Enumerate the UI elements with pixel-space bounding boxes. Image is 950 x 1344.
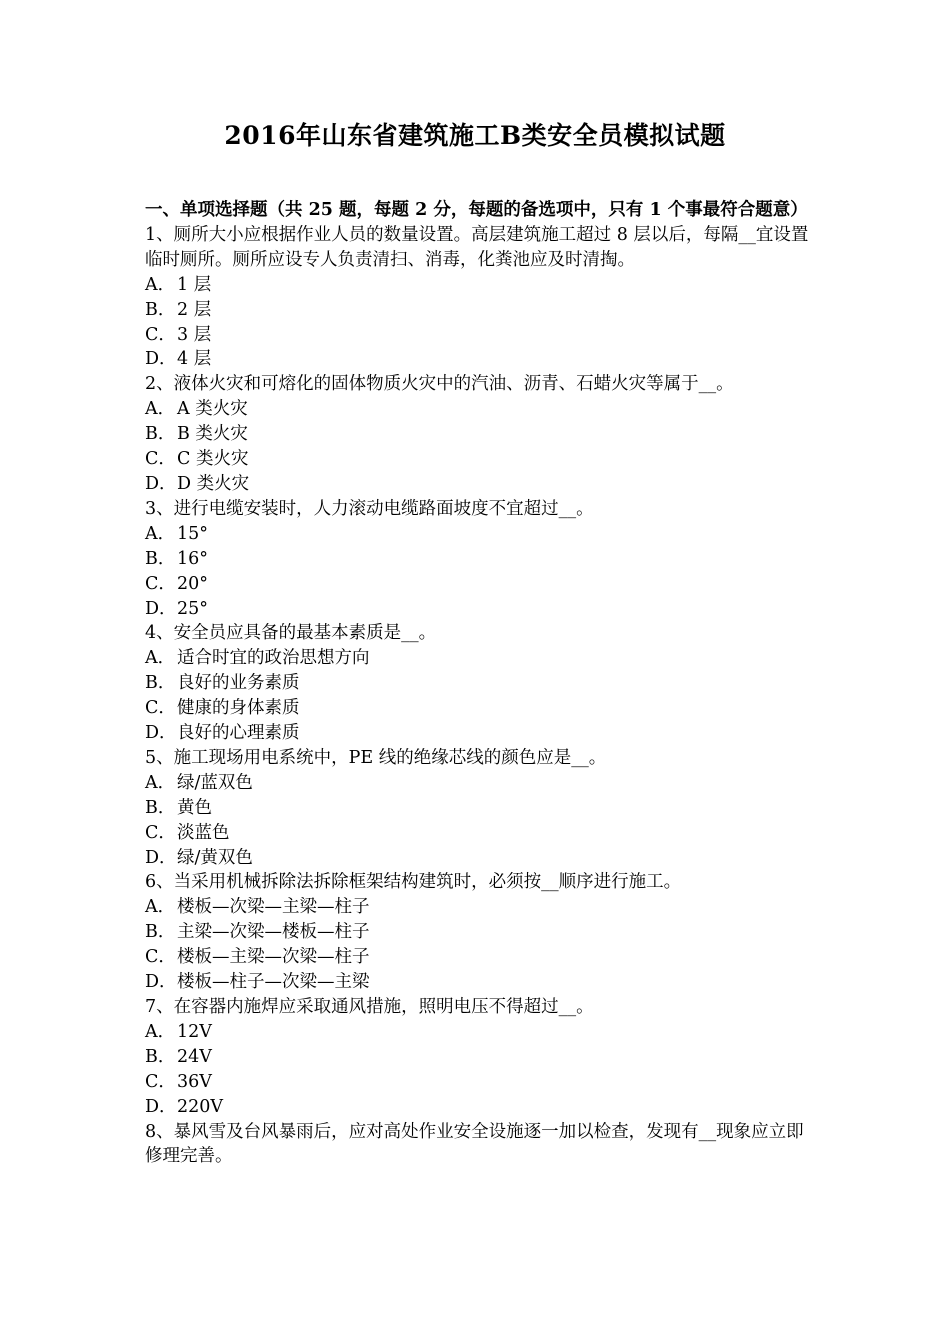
question-stem: 4、安全员应具备的最基本素质是__。 — [145, 623, 437, 644]
option-c — [145, 696, 810, 721]
option-letter: C． — [145, 822, 176, 843]
option-b — [145, 671, 810, 696]
option-b — [145, 796, 810, 821]
option-text: 20° — [177, 573, 209, 594]
option-text: 良好的心理素质 — [177, 723, 300, 744]
question-1 — [145, 223, 810, 372]
option-a — [145, 522, 810, 547]
option-text: 楼板—主梁—次梁—柱子 — [177, 947, 370, 968]
option-letter: B． — [145, 797, 176, 818]
question-7 — [145, 995, 810, 1120]
option-c — [145, 447, 810, 472]
option-text: 良好的业务素质 — [177, 673, 300, 694]
option-letter: D． — [145, 723, 177, 744]
option-text: A 类火灾 — [177, 399, 248, 420]
option-letter: B． — [145, 673, 176, 694]
option-letter: B． — [145, 1046, 176, 1067]
option-letter: C． — [145, 324, 176, 345]
option-d — [145, 721, 810, 746]
option-a — [145, 273, 810, 298]
option-b — [145, 1045, 810, 1070]
option-letter: A． — [145, 399, 176, 420]
option-letter: D． — [145, 972, 177, 993]
option-text: 楼板—次梁—主梁—柱子 — [177, 897, 370, 918]
option-letter: D． — [145, 598, 177, 619]
option-b — [145, 298, 810, 323]
option-letter: B． — [145, 922, 176, 943]
option-b — [145, 547, 810, 572]
option-c — [145, 945, 810, 970]
option-letter: C． — [145, 947, 176, 968]
option-text: D 类火灾 — [177, 473, 250, 494]
option-letter: A． — [145, 274, 176, 295]
option-text: 25° — [177, 598, 209, 619]
option-text: 12V — [177, 1021, 212, 1042]
option-letter: A． — [145, 648, 176, 669]
option-text: 36V — [177, 1071, 212, 1092]
option-letter: C． — [145, 573, 176, 594]
option-text: 220V — [177, 1096, 224, 1117]
section-heading: 一、单项选择题（共 25 题，每题 2 分，每题的备选项中，只有 1 个事最符合题意） — [145, 200, 808, 220]
question-8 — [145, 1120, 810, 1170]
question-4 — [145, 621, 810, 746]
option-letter: A． — [145, 897, 176, 918]
question-6 — [145, 870, 810, 995]
option-text: 淡蓝色 — [177, 822, 230, 843]
option-text: 绿/蓝双色 — [177, 772, 253, 793]
option-a — [145, 895, 810, 920]
question-stem: 2、液体火灾和可熔化的固体物质火灾中的汽油、沥青、石蜡火灾等属于__。 — [145, 374, 734, 395]
question-stem: 7、在容器内施焊应采取通风措施，照明电压不得超过__。 — [145, 997, 594, 1017]
option-c — [145, 1070, 810, 1095]
question-stem: 5、施工现场用电系统中，PE 线的绝缘芯线的颜色应是__。 — [145, 747, 607, 768]
option-text: 24V — [177, 1046, 212, 1067]
option-a — [145, 646, 810, 671]
option-letter: B． — [145, 299, 176, 320]
option-text: 黄色 — [177, 797, 212, 818]
option-d — [145, 970, 810, 995]
question-stem: 6、当采用机械拆除法拆除框架结构建筑时，必须按__顺序进行施工。 — [145, 872, 682, 893]
option-d — [145, 597, 810, 622]
option-letter: A． — [145, 1021, 176, 1042]
option-d — [145, 846, 810, 871]
option-letter: B． — [145, 548, 176, 569]
option-b — [145, 920, 810, 945]
option-letter: D． — [145, 847, 177, 868]
option-letter: C． — [145, 1071, 176, 1092]
question-2 — [145, 372, 810, 497]
option-text: 主梁—次梁—楼板—柱子 — [177, 922, 370, 943]
option-a — [145, 771, 810, 796]
option-d — [145, 472, 810, 497]
option-text: C 类火灾 — [177, 449, 249, 470]
document-title: 2016年山东省建筑施工B类安全员模拟试题 — [224, 121, 726, 150]
option-text: 3 层 — [177, 324, 212, 345]
option-text: 楼板—柱子—次梁—主梁 — [177, 972, 370, 993]
question-stem: 3、进行电缆安装时，人力滚动电缆路面坡度不宜超过__。 — [145, 498, 594, 519]
option-text: 适合时宜的政治思想方向 — [177, 648, 370, 669]
option-text: 2 层 — [177, 299, 212, 320]
option-letter: C． — [145, 698, 176, 719]
option-d — [145, 347, 810, 372]
question-5 — [145, 746, 810, 871]
option-b — [145, 422, 810, 447]
option-a — [145, 397, 810, 422]
option-letter: A． — [145, 523, 176, 544]
option-text: 1 层 — [177, 274, 212, 295]
option-c — [145, 821, 810, 846]
option-a — [145, 1020, 810, 1045]
option-letter: C． — [145, 449, 176, 470]
question-stem: 8、暴风雪及台风暴雨后，应对高处作业安全设施逐一加以检查，发现有__现象应立即修理完善。 — [145, 1121, 804, 1167]
option-letter: D． — [145, 473, 177, 494]
option-text: 16° — [177, 548, 209, 569]
option-letter: A． — [145, 772, 176, 793]
document-body — [145, 198, 810, 1169]
question-3 — [145, 497, 810, 622]
option-c — [145, 323, 810, 348]
option-letter: B． — [145, 424, 176, 445]
option-text: 4 层 — [177, 349, 212, 370]
option-c — [145, 572, 810, 597]
option-text: 15° — [177, 523, 209, 544]
option-letter: D． — [145, 349, 177, 370]
option-letter: D． — [145, 1096, 177, 1117]
option-d — [145, 1095, 810, 1120]
question-stem: 1、厕所大小应根据作业人员的数量设置。高层建筑施工超过 8 层以后，每隔__宜设置临时厕所。厕所应设专人负责清扫、消毒，化粪池应及时清掏。 — [145, 224, 809, 270]
option-text: B 类火灾 — [177, 424, 248, 445]
option-text: 绿/黄双色 — [177, 847, 253, 868]
option-text: 健康的身体素质 — [177, 698, 300, 719]
